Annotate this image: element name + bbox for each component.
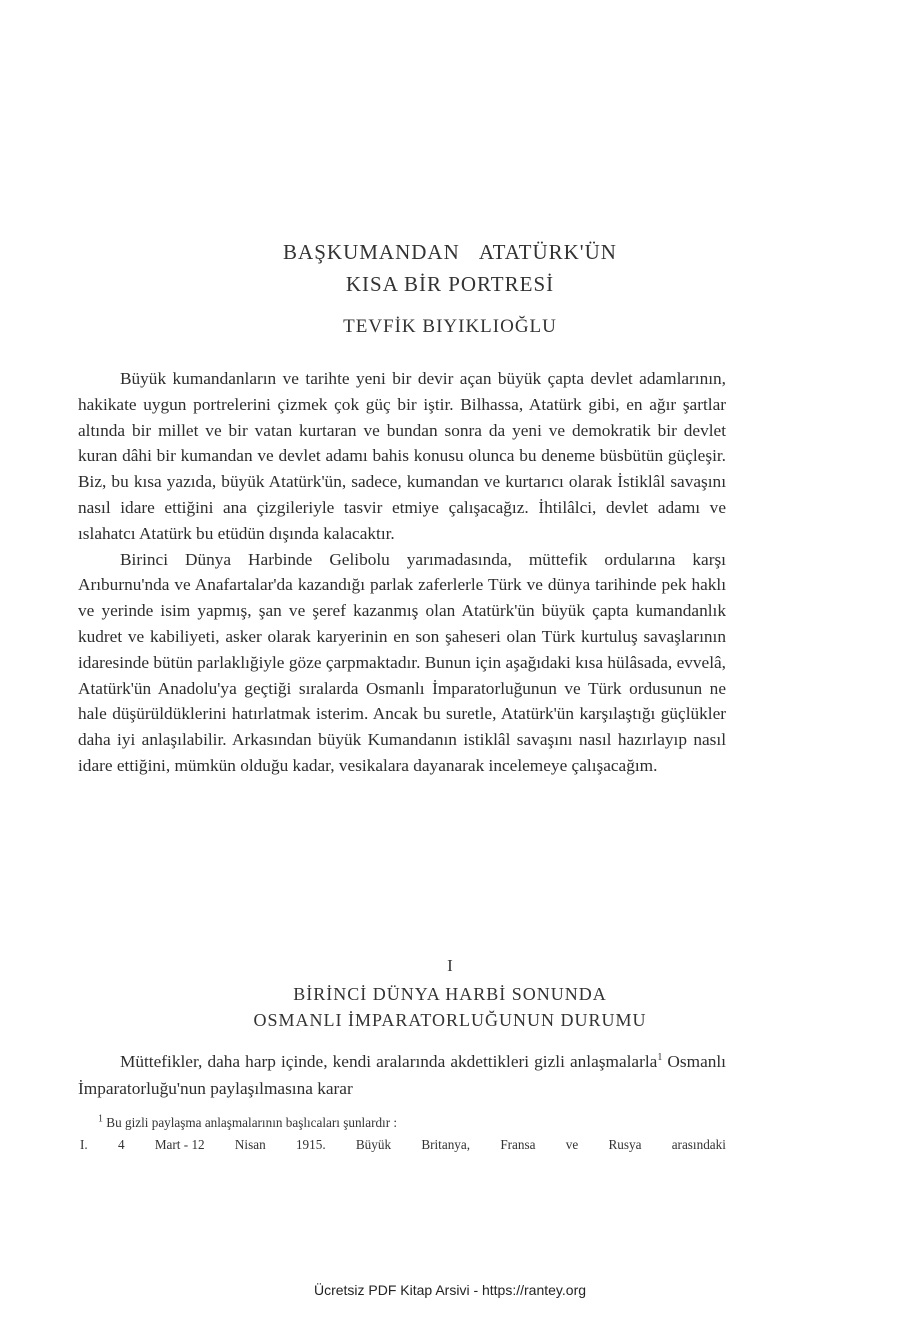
author-name: TEVFİK BIYIKLIOĞLU — [343, 316, 557, 337]
footnote-1 — [80, 1112, 726, 1134]
paragraph-1: Büyük kumandanların ve tarihte yeni bir devir açan büyük çapta devlet adamlarının, hakikate uygun portrelerini çizmek çok güç bir iştir. Bilhassa, Atatürk gibi, en ağır şartlar altında bir millet ve bir vatan kurtaran ve bundan sonra da yeni ve demokratik bir devlet kuran dâhi bir kumandan ve devlet adamı bahis konusu olunca bu deneme büsbütün güçleşir. Biz, bu kısa yazıda, büyük Atatürk'ün, sadece, kumandan ve kurtarıcı olarak İstiklâl savaşını nasıl idare ettiğini ana çizgileriyle tasvir etmiye çalışacağız. İhtilâlci, devlet adamı ve ıslahatcı Atatürk bu etüdün dışında kalacaktır. — [78, 369, 726, 543]
footnote-2-part: 1915. — [295, 1137, 326, 1152]
paragraph-3 — [78, 1048, 726, 1102]
footnote-2-part: Fransa — [500, 1137, 536, 1152]
paragraph-2: Birinci Dünya Harbinde Gelibolu yarımadasında, müttefik ordularına karşı Arıburnu'nda ve Anafartalar'da kazandığı parlak zaferlerle Türk ve dünya tarihinde pek haklı ve yerinde isim yapmış, şan ve şeref kazanmış olan Atatürk'ün büyük çapta kumandanlık kudret ve kabiliyeti, asker olarak karyerinin en son şaheseri olan Türk kurtuluş savaşlarının idaresinde bütün parlaklığiyle göze çarpmaktadır. Bunun için aşağıdaki kısa hülâsada, evvelâ, Atatürk'ün Anadolu'ya geçtiği sıralarda Osmanlı İmparatorluğunun ve Türk ordusunun ne hale düşürüldüklerini hatırlatmak isterim. Ancak bu suretle, Atatürk'ün karşılaştığı güçlükler daha iyi anlaşılabilir. Arkasından büyük Kumandanın istiklâl savaşını nasıl hazırlayıp nasıl idare ettiğini, mümkün olduğu kadar, vesikalara dayanarak incelemeye çalışacağım. — [78, 549, 726, 775]
footnote-2-part: arasındaki — [671, 1137, 726, 1152]
title-line-2: KISA BİR PORTRESİ — [345, 272, 555, 296]
title-line-1: BAŞKUMANDAN ATATÜRK'ÜN — [283, 240, 617, 264]
paragraph-3-text-a: Müttefikler, daha harp içinde, kendi aralarında akdettikleri gizli anlaşmalarla — [120, 1052, 658, 1071]
footnote-2-part: Rusya — [608, 1137, 642, 1152]
footer-source: Ücretsiz PDF Kitap Arsivi - https://rantey.org — [313, 1282, 587, 1298]
footnote-2-part: Nisan — [234, 1137, 266, 1152]
footnote-2-part: ve — [565, 1137, 579, 1152]
section-text — [78, 1048, 726, 1102]
intro-text — [78, 366, 726, 779]
footnotes — [80, 1112, 726, 1156]
footnote-2-part: Britanya, — [421, 1137, 471, 1152]
footnote-2-part: Büyük — [355, 1137, 392, 1152]
section-title-line-2: OSMANLI İMPARATORLUĞUNUN DURUMU — [253, 1010, 647, 1030]
footnote-2-part: Mart - 12 — [154, 1137, 205, 1152]
footnote-2-part: 4 — [117, 1137, 125, 1152]
footnote-2-part: I. — [80, 1137, 88, 1152]
paragraph-3-text-b: Osmanlı İmparatorluğu'nun paylaşılmasına karar — [78, 1052, 726, 1098]
footnote-1-mark: 1 — [98, 1113, 103, 1125]
footnote-2 — [80, 1134, 726, 1156]
footnote-ref: 1 — [657, 1052, 663, 1064]
section-title-line-1: BİRİNCİ DÜNYA HARBİ SONUNDA — [293, 984, 607, 1004]
section-number: I — [447, 956, 453, 975]
footnote-1-text: Bu gizli paylaşma anlaşmalarının başlıcaları şunlardır : — [103, 1115, 398, 1130]
